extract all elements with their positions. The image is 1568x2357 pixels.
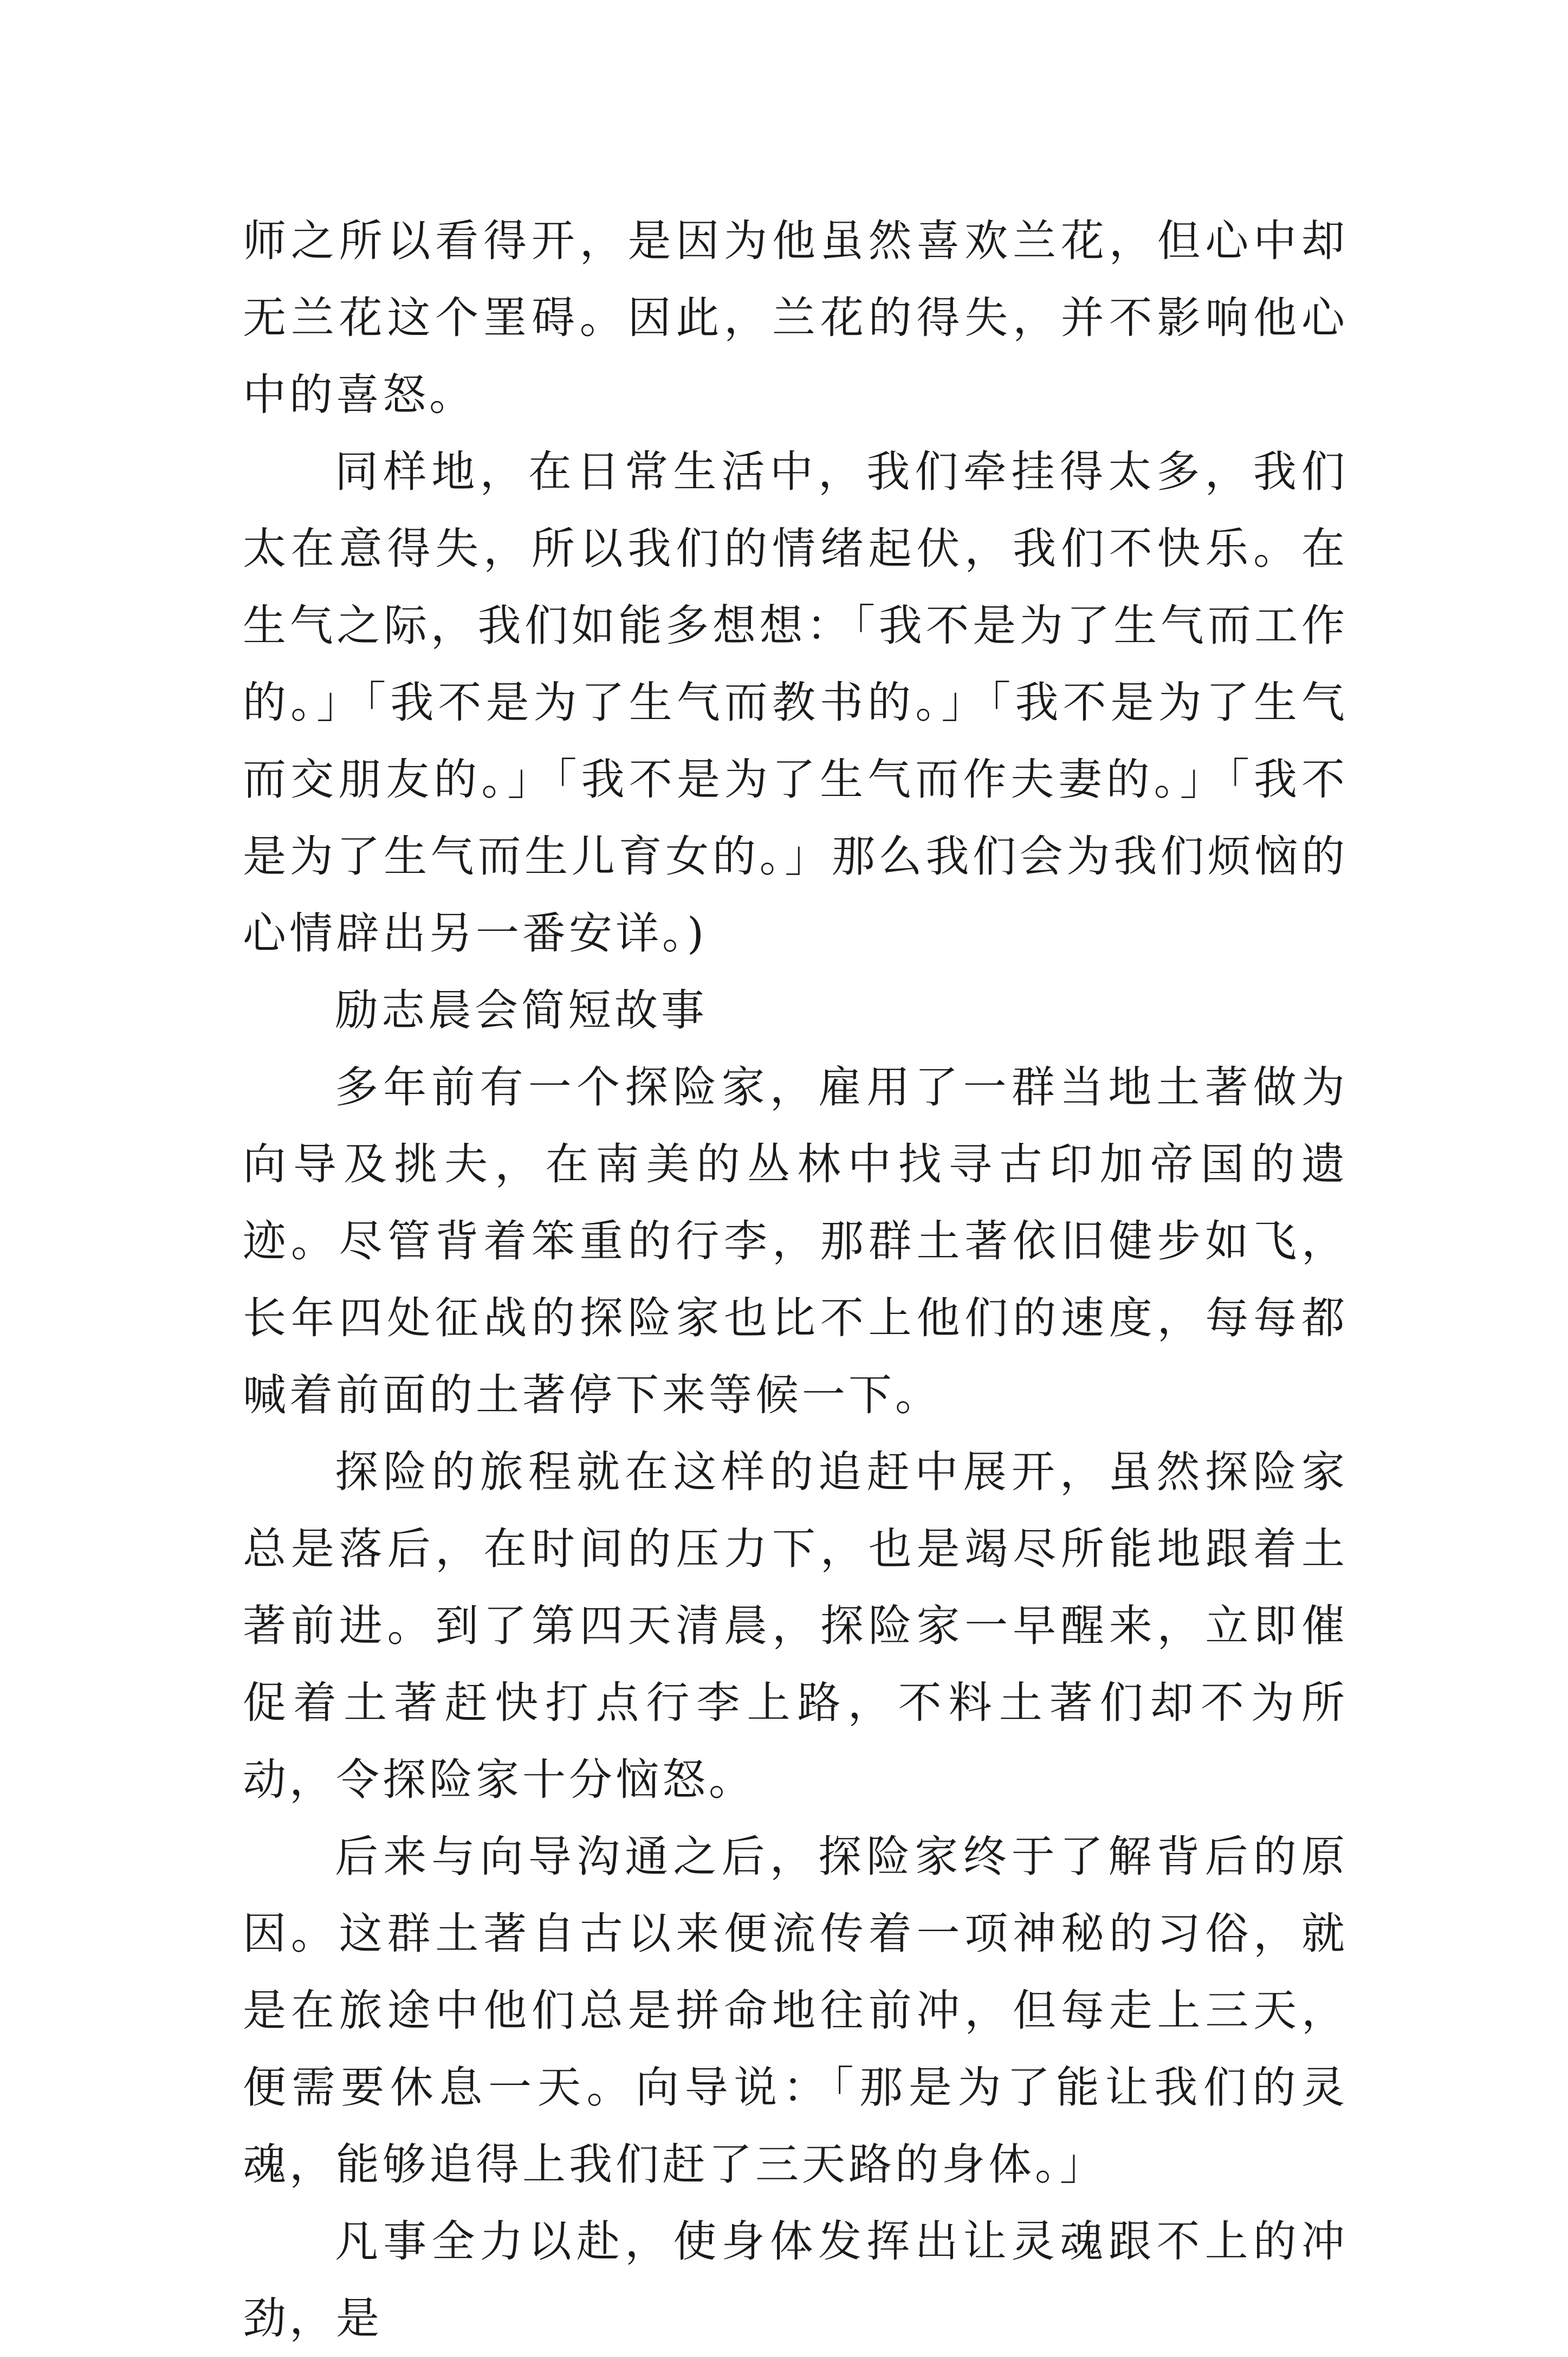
paragraph: 多年前有一个探险家，雇用了一群当地土著做为向导及挑夫，在南美的丛林中找寻古印加帝国的遗迹。尽管背着笨重的行李，那群土著依旧健步如飞，长年四处征战的探险家也比不上他们的速度，每每都喊着前面的土著停下来等候一下。 [243,1062,1348,1420]
paragraph: 探险的旅程就在这样的追赶中展开，虽然探险家总是落后，在时间的压力下，也是竭尽所能地跟着土著前进。到了第四天清晨，探险家一早醒来，立即催促着土著赶快打点行李上路，不料土著们却不为所动，令探险家十分恼怒。 [243,1447,1348,1805]
paragraph-continuation: 师之所以看得开，是因为他虽然喜欢兰花，但心中却无兰花这个罣碍。因此，兰花的得失，并不影响他心中的喜怒。 [243,216,1348,420]
section-heading: 励志晨会简短故事 [335,985,708,1035]
paragraph: 后来与向导沟通之后，探险家终于了解背后的原因。这群土著自古以来便流传着一项神秘的习俗，就是在旅途中他们总是拼命地往前冲，但每走上三天，便需要休息一天。向导说：「那是为了能让我们的灵魂，能够追得上我们赶了三天路的身体。」 [243,1831,1348,2190]
paragraph: 凡事全力以赴，使身体发挥出让灵魂跟不上的冲劲，是 [243,2216,1348,2343]
body-text [243,203,1348,2357]
paragraph: 同样地，在日常生活中，我们牵挂得太多，我们太在意得失，所以我们的情绪起伏，我们不快乐。在生气之际，我们如能多想想：「我不是为了生气而工作的。」「我不是为了生气而教书的。」「我不是为了生气而交朋友的。」「我不是为了生气而作夫妻的。」「我不是为了生气而生儿育女的。」那么我们会为我们烦恼的心情辟出另一番安详。) [243,446,1348,959]
